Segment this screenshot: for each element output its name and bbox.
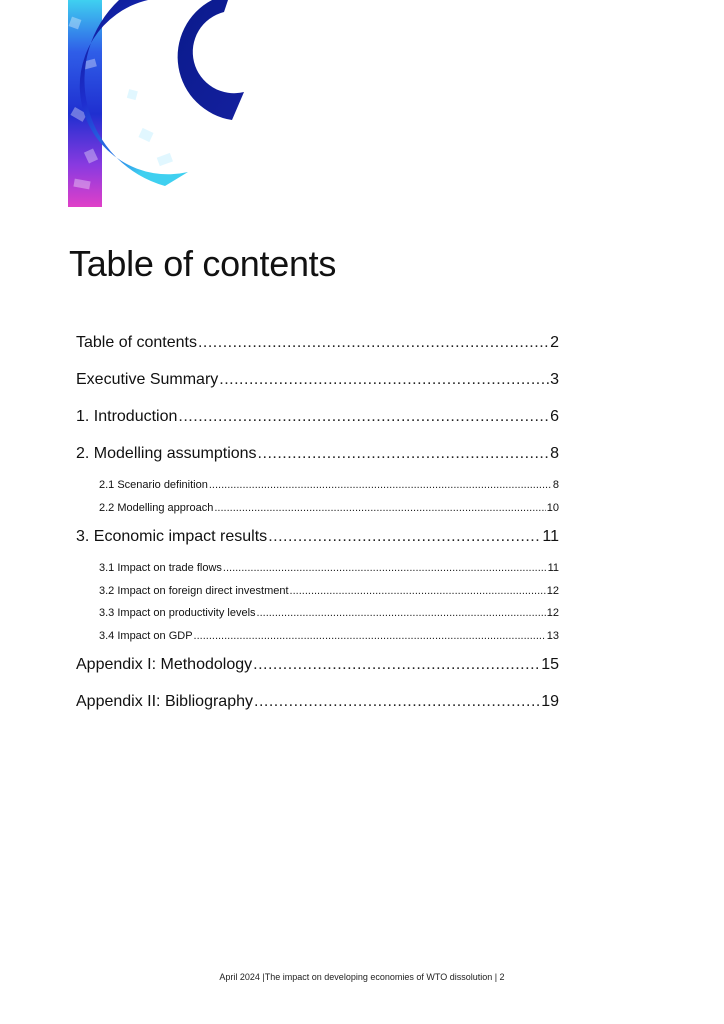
toc-leader-dots [253, 656, 540, 674]
toc-entry-label: 2. Modelling assumptions [76, 445, 257, 462]
toc-entry-page-number: 8 [552, 479, 559, 491]
toc-entry-label: 2.1 Scenario definition [99, 479, 208, 491]
toc-entry-page-number: 12 [546, 607, 559, 619]
toc-entry-label: Appendix II: Bibliography [76, 693, 253, 710]
toc-entry-page-number: 12 [546, 584, 559, 597]
toc-entry-label: 3.1 Impact on trade flows [99, 562, 222, 574]
toc-subentry-trade-flows[interactable] [76, 562, 559, 585]
toc-entry-page-number: 11 [547, 562, 559, 574]
toc-entry-label: Table of contents [76, 334, 197, 351]
toc-leader-dots [214, 502, 545, 514]
toc-leader-dots [290, 585, 546, 597]
toc-entry-page-number: 8 [550, 445, 559, 462]
page-footer: April 2024 |The impact on developing economies of WTO dissolution | 2 [219, 972, 505, 982]
toc-entry-page-number: 13 [546, 629, 559, 642]
toc-entry-label: 3.3 Impact on productivity levels [99, 607, 256, 619]
toc-leader-dots [194, 630, 546, 642]
toc-subentry-impact-on-gdp[interactable] [76, 630, 559, 653]
toc-entry-label: 3.4 Impact on GDP [99, 629, 193, 642]
toc-leader-dots [258, 445, 550, 463]
toc-leader-dots [268, 528, 541, 546]
toc-leader-dots [178, 408, 549, 426]
toc-entry-page-number: 10 [546, 501, 559, 514]
toc-entry-economic-impact-results[interactable] [76, 528, 559, 565]
toc-subentry-scenario-definition[interactable] [76, 479, 559, 502]
toc-entry-page-number: 2 [550, 334, 559, 351]
toc-leader-dots [257, 607, 546, 619]
toc-leader-dots [254, 693, 540, 711]
toc-leader-dots [223, 562, 547, 574]
toc-entry-introduction[interactable] [76, 408, 559, 445]
toc-entry-appendix-methodology[interactable] [76, 656, 559, 693]
toc-entry-page-number: 3 [550, 371, 559, 388]
toc-entry-table-of-contents[interactable] [76, 334, 559, 371]
toc-entry-label: Executive Summary [76, 371, 219, 388]
toc-entry-label: Appendix I: Methodology [76, 656, 253, 673]
toc-leader-dots [209, 479, 552, 491]
toc-subentry-productivity-levels[interactable] [76, 607, 559, 630]
table-of-contents [76, 334, 559, 730]
page-title: Table of contents [69, 243, 337, 284]
toc-entry-modelling-assumptions[interactable] [76, 445, 559, 482]
toc-leader-dots [198, 334, 549, 352]
toc-subentry-foreign-direct-investment[interactable] [76, 585, 559, 608]
toc-entry-page-number: 6 [550, 408, 559, 425]
toc-entry-label: 3.2 Impact on foreign direct investment [99, 584, 289, 597]
toc-entry-page-number: 15 [541, 656, 559, 673]
toc-entry-page-number: 11 [542, 528, 559, 545]
brand-arc-logo-icon [0, 0, 260, 215]
toc-subentry-modelling-approach[interactable] [76, 502, 559, 525]
toc-leader-dots [219, 371, 549, 389]
toc-entry-label: 2.2 Modelling approach [99, 501, 214, 514]
toc-entry-appendix-bibliography[interactable] [76, 693, 559, 730]
toc-entry-label: 1. Introduction [76, 408, 178, 425]
toc-entry-page-number: 19 [541, 693, 559, 710]
toc-entry-label: 3. Economic impact results [76, 528, 268, 545]
toc-entry-executive-summary[interactable] [76, 371, 559, 408]
